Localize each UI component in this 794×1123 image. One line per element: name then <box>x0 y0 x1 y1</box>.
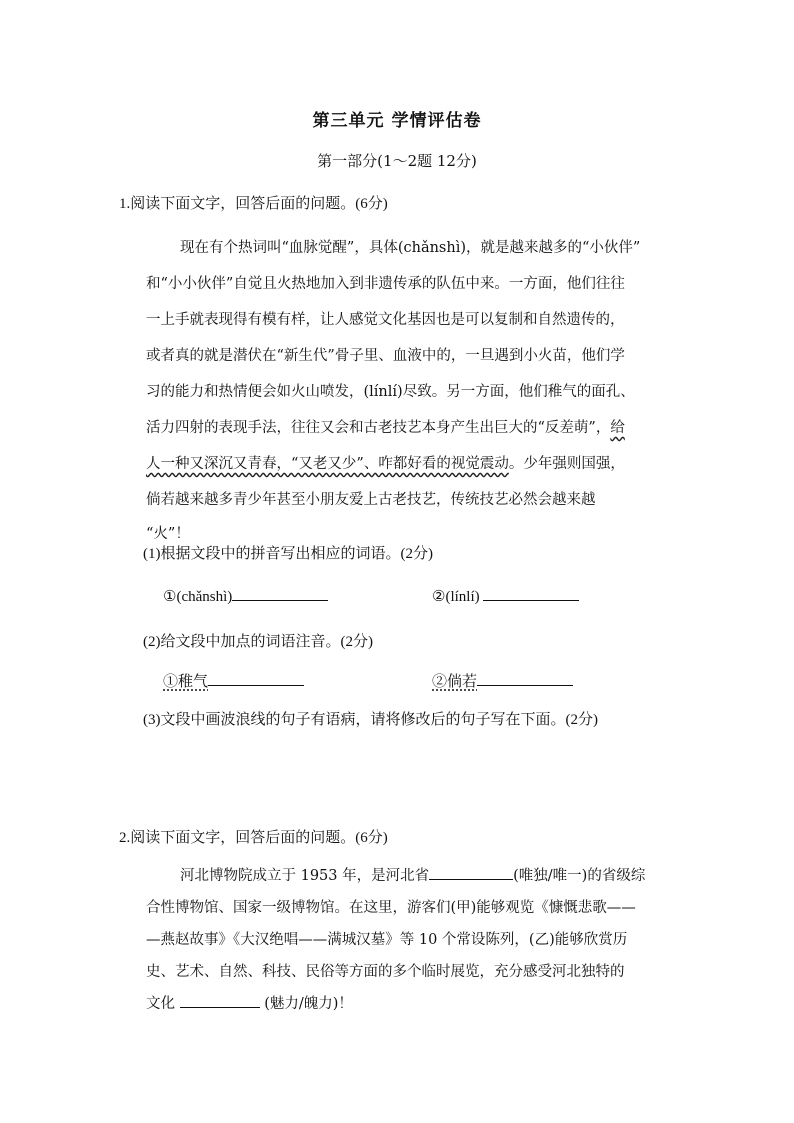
fill-in-blank[interactable] <box>429 865 513 880</box>
passage-line: 和“小小伙伴”自觉且火热地加入到非遗传承的队伍中来。一方面，他们往往 <box>146 276 625 292</box>
passage-line <box>180 864 645 885</box>
answer-blank[interactable] <box>483 586 579 601</box>
passage-text: 河北博物院成立于 1953 年，是河北省 <box>180 868 430 884</box>
answer-row <box>163 670 304 691</box>
answer-blank[interactable] <box>477 671 573 686</box>
sub-question-3: (3)文段中画波浪线的句子有语病，请将修改后的句子写在下面。(2分) <box>143 712 598 728</box>
passage-line <box>146 452 625 473</box>
passage-line: 一上手就表现得有模有样，让人感觉文化基因也是可以复制和自然遗传的， <box>146 312 625 328</box>
answer-prompt: ①稚气 <box>163 674 209 690</box>
passage-line: 倘若越来越多青少年甚至小朋友爱上古老技艺，传统技艺必然会越来越 <box>146 492 596 508</box>
passage-text: 文化 <box>146 996 175 1012</box>
passage-line <box>146 992 353 1013</box>
passage-line: 或者真的就是潜伏在“新生代”骨子里、血液中的，一旦遇到小火苗，他们学 <box>146 348 625 364</box>
answer-row <box>432 670 573 691</box>
answer-blank[interactable] <box>208 671 304 686</box>
wavy-underlined-sentence: 人一种又深沉又青春，“又老又少”、咋都好看的视觉震动 <box>146 456 509 472</box>
passage-line: 史、艺术、自然、科技、民俗等方面的多个临时展览，充分感受河北独特的 <box>146 964 625 980</box>
section-heading: 第一部分(1～2题 12分) <box>317 152 477 170</box>
question-2-passage <box>146 864 678 1014</box>
answer-prompt: ②(línlí) <box>432 589 480 605</box>
answer-prompt: ②倘若 <box>432 674 478 690</box>
question-1-stem: 1.阅读下面文字，回答后面的问题。(6分) <box>119 196 388 212</box>
passage-text: 活力四射的表现手法，往往又会和古老技艺本身产生出巨大的“反差萌”， <box>146 420 611 436</box>
answer-row <box>163 586 328 606</box>
question-2-stem: 2.阅读下面文字，回答后面的问题。(6分) <box>119 830 388 846</box>
answer-blank[interactable] <box>232 586 328 601</box>
passage-line: “火”！ <box>146 526 190 542</box>
fill-in-blank[interactable] <box>180 993 260 1008</box>
passage-line: 合性博物馆、国家一级博物馆。在这里，游客们(甲)能够观览《慷慨悲歌—— <box>146 900 636 916</box>
wavy-underlined-sentence: 给 <box>610 420 625 436</box>
page-title: 第三单元 学情评估卷 <box>312 111 482 131</box>
passage-text: 。少年强则国强， <box>508 456 625 472</box>
sub-question-2: (2)给文段中加点的词语注音。(2分) <box>143 634 373 650</box>
answer-prompt: ①(chǎnshì) <box>163 589 233 605</box>
passage-line: 现在有个热词叫“血脉觉醒”，具体(chǎnshì)，就是越来越多的“小伙伴” <box>180 240 641 256</box>
passage-text: (魅力/魄力)！ <box>264 996 353 1012</box>
passage-line: 习的能力和热情便会如火山喷发，(línlí)尽致。另一方面，他们稚气的面孔、 <box>146 384 635 400</box>
sub-question-1: (1)根据文段中的拼音写出相应的词语。(2分) <box>143 546 433 562</box>
passage-line: —燕赵故事》《大汉绝唱——满城汉墓》等 10 个常设陈列，(乙)能够欣赏历 <box>146 932 628 948</box>
passage-text: (唯独/唯一)的省级综 <box>513 868 646 884</box>
answer-row <box>432 586 579 606</box>
question-1-passage <box>146 236 678 542</box>
passage-line <box>146 416 625 437</box>
